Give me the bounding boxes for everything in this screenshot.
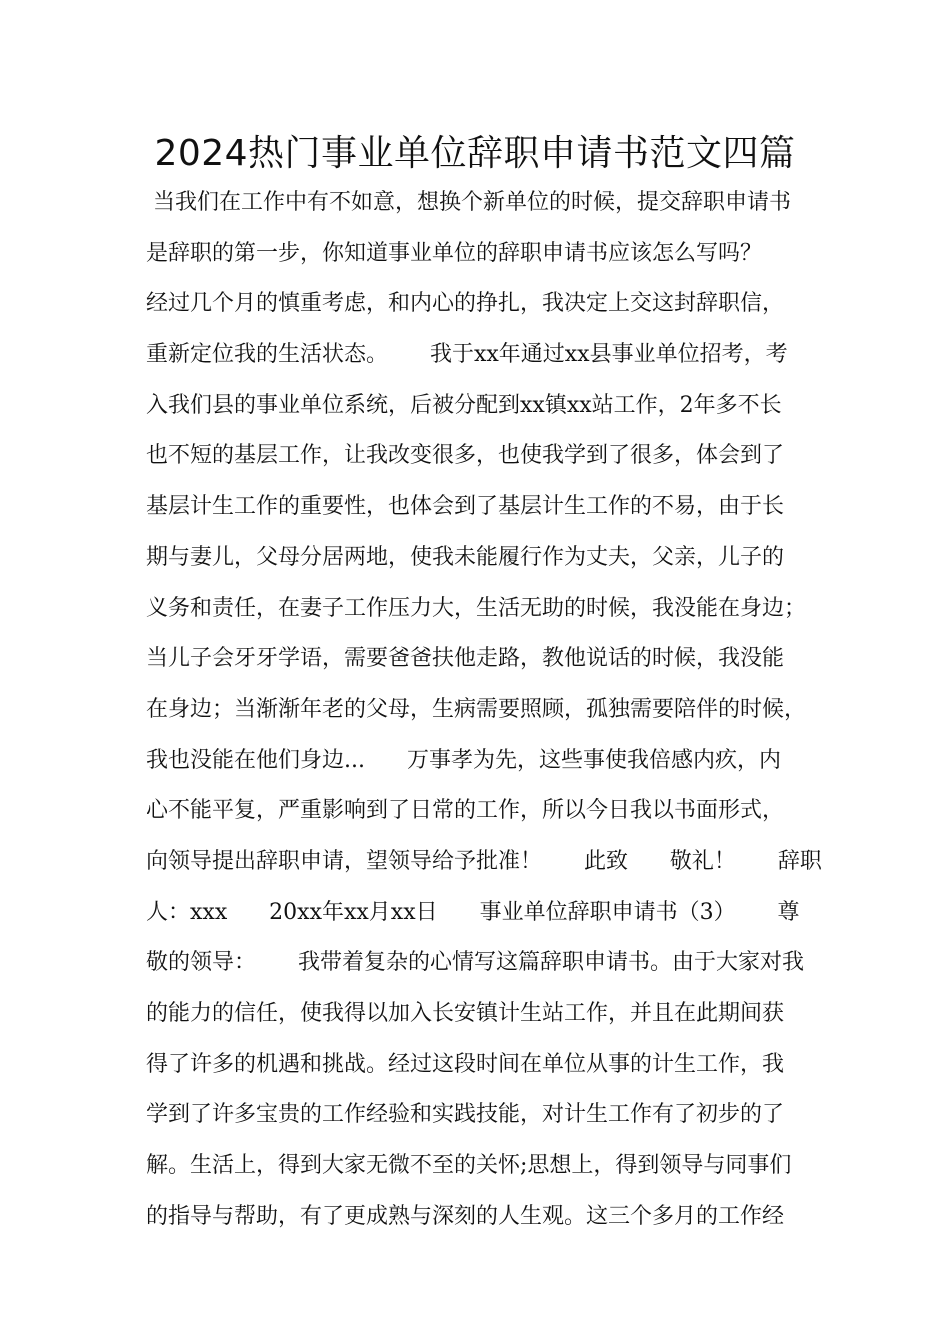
body-line: 心不能平复，严重影响到了日常的工作，所以今日我以书面形式， [146, 798, 785, 824]
document-body [146, 178, 826, 1242]
body-line: 义务和责任，在妻子工作压力大，生活无助的时候，我没能在身边； [146, 595, 807, 621]
body-line: 学到了许多宝贵的工作经验和实践技能，对计生工作有了初步的了 [146, 1102, 785, 1128]
body-line: 期与妻儿，父母分居两地，使我未能履行作为丈夫，父亲，儿子的 [146, 544, 785, 570]
body-line: 解。生活上，得到大家无微不至的关怀;思想上，得到领导与同事们 [146, 1153, 792, 1179]
body-line: 的能力的信任，使我得以加入长安镇计生站工作，并且在此期间获 [146, 1001, 785, 1026]
body-line: 敬的领导： 我带着复杂的心情写这篇辞职申请书。由于大家对我 [146, 950, 804, 976]
body-line: 入我们县的事业单位系统，后被分配到xx镇xx站工作，2年多不长 [146, 392, 782, 418]
body-line: 当儿子会牙牙学语，需要爸爸扶他走路，教他说话的时候，我没能 [146, 646, 785, 672]
body-line: 在身边；当渐渐年老的父母，生病需要照顾，孤独需要陪伴的时候， [146, 696, 807, 722]
body-line: 我也没能在他们身边... 万事孝为先，这些事使我倍感内疚，内 [146, 747, 781, 773]
body-line: 也不短的基层工作，让我改变很多，也使我学到了很多，体会到了 [146, 443, 785, 469]
body-line: 得了许多的机遇和挑战。经过这段时间在单位从事的计生工作，我 [146, 1051, 785, 1077]
body-line: 向领导提出辞职申请，望领导给予批准！ 此致 敬礼！ 辞职 [146, 848, 822, 874]
body-line: 重新定位我的生活状态。 我于xx年通过xx县事业单位招考，考 [146, 342, 788, 368]
body-line: 基层计生工作的重要性，也体会到了基层计生工作的不易，由于长 [146, 494, 785, 520]
body-line: 人：xxx 20xx年xx月xx日 事业单位辞职申请书（3） 尊 [146, 899, 800, 925]
body-line: 经过几个月的慎重考虑，和内心的挣扎，我决定上交这封辞职信， [146, 291, 785, 317]
body-line: 当我们在工作中有不如意，想换个新单位的时候，提交辞职申请书 [146, 190, 791, 215]
body-line: 是辞职的第一步，你知道事业单位的辞职申请书应该怎么写吗？ [146, 240, 763, 266]
document-title: 2024热门事业单位辞职申请书范文四篇 [154, 133, 796, 174]
body-line: 的指导与帮助，有了更成熟与深刻的人生观。这三个多月的工作经 [146, 1203, 785, 1229]
